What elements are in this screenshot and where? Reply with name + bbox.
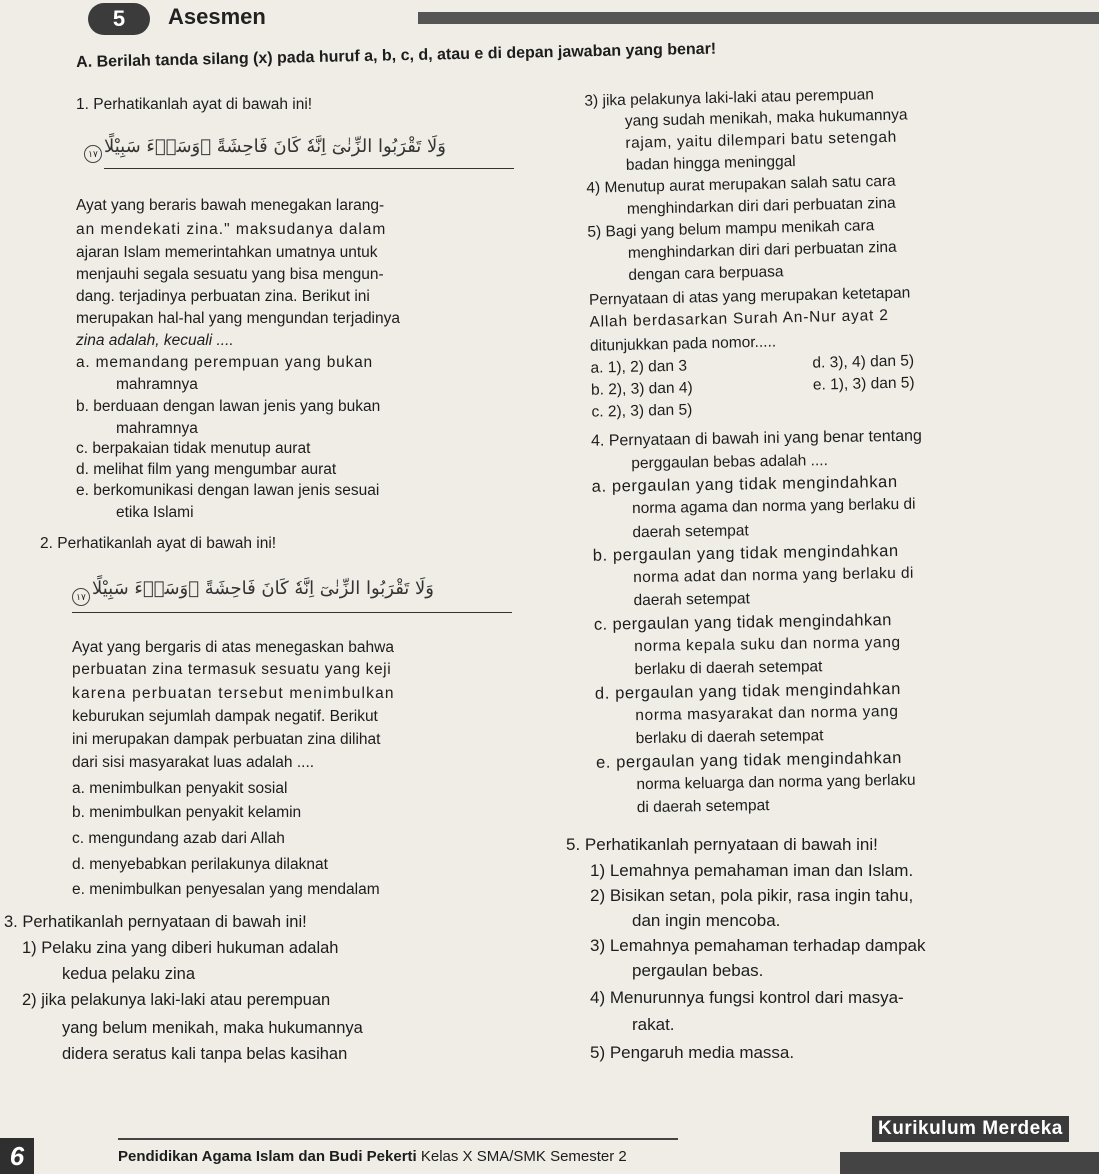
q1-option-e-cont: etika Islami	[116, 504, 194, 521]
q1-stem: 1. Perhatikanlah ayat di bawah ini!	[76, 96, 313, 113]
q4-option-a-cont: daerah setempat	[632, 522, 749, 542]
q4-option-e-cont: norma keluarga dan norma yang berlaku	[636, 771, 916, 794]
q2-option-e[interactable]: e. menimbulkan penyesalan yang mendalam	[72, 881, 380, 898]
q3-option-b[interactable]: b. 2), 3) dan 4)	[590, 379, 693, 399]
q4-option-b-cont: daerah setempat	[633, 590, 750, 610]
q1-option-d[interactable]: d. melihat film yang mengumbar aurat	[76, 461, 337, 478]
q2-line: karena perbuatan tersebut menimbulkan	[72, 685, 395, 702]
q2-line: perbuatan zina termasuk sesuatu yang keji	[72, 661, 392, 678]
q3-item-3-cont: rajam, yaitu dilempari batu setengah	[625, 128, 898, 152]
q3-item-2-cont: didera seratus kali tanpa belas kasihan	[62, 1045, 348, 1063]
verse-number-icon: ١٧	[84, 145, 102, 163]
book-title-rest: Kelas X SMA/SMK Semester 2	[416, 1148, 627, 1165]
q2-line: dari sisi masyarakat luas adalah ....	[72, 754, 315, 771]
q2-arabic-verse: وَلَا تَقْرَبُوا الزِّنٰىٓ اِنَّهٗ كَانَ فَاحِشَةً ۗوَسَاۤءَ سَبِيْلًا	[92, 578, 434, 599]
q2-option-c[interactable]: c. mengundang azab dari Allah	[72, 830, 285, 847]
q3-item-2-cont: yang belum menikah, maka hukumannya	[62, 1019, 363, 1037]
q2-option-a[interactable]: a. menimbulkan penyakit sosial	[72, 780, 288, 797]
q4-option-b-cont: norma adat dan norma yang berlaku di	[633, 564, 914, 587]
q1-option-c[interactable]: c. berpakaian tidak menutup aurat	[76, 440, 311, 457]
q5-item-2-cont: dan ingin mencoba.	[632, 911, 781, 930]
q3-item-4: 4) Menutup aurat merupakan salah satu cara	[586, 172, 896, 197]
q1-line: dang. terjadinya perbuatan zina. Berikut ini	[76, 288, 370, 305]
book-title-bold: Pendidikan Agama Islam dan Budi Pekerti	[118, 1148, 417, 1165]
q4-option-c-cont: berlaku di daerah setempat	[634, 658, 823, 679]
q4-option-c-cont: norma kepala suku dan norma yang	[634, 633, 901, 656]
q3-item-4-cont: menghindarkan diri dari perbuatan zina	[626, 194, 896, 218]
q3-closing: Allah berdasarkan Surah An-Nur ayat 2	[589, 306, 889, 331]
q1-option-e[interactable]: e. berkomunikasi dengan lawan jenis sesuai	[76, 482, 380, 499]
q2-line: keburukan sejumlah dampak negatif. Berikut	[72, 708, 378, 725]
q3-item-1: 1) Pelaku zina yang diberi hukuman adalah	[22, 939, 339, 957]
q4-option-d[interactable]: d. pergaulan yang tidak mengindahkan	[594, 679, 902, 703]
q4-option-c[interactable]: c. pergaulan yang tidak mengindahkan	[593, 611, 892, 634]
q3-closing: Pernyataan di atas yang merupakan ketetapan	[588, 284, 911, 309]
curriculum-brand: Kurikulum Merdeka	[872, 1116, 1069, 1142]
q3-option-e[interactable]: e. 1), 3) dan 5)	[812, 374, 915, 394]
q1-option-b-cont: mahramnya	[116, 420, 198, 437]
q4-option-d-cont: berlaku di daerah setempat	[635, 727, 824, 748]
q4-option-e[interactable]: e. pergaulan yang tidak mengindahkan	[595, 748, 903, 772]
q1-arabic-verse: وَلَا تَقْرَبُوا الزِّنٰىٓ اِنَّهٗ كَانَ فَاحِشَةً ۗوَسَاۤءَ سَبِيْلًا	[104, 136, 446, 157]
q4-option-d-cont: norma masyarakat dan norma yang	[635, 702, 899, 725]
q1-line: menjauhi segala sesuatu yang bisa mengun-	[76, 266, 384, 283]
q2-option-d[interactable]: d. menyebabkan perilakunya dilaknat	[72, 856, 328, 873]
q1-option-a[interactable]: a. memandang perempuan yang bukan	[76, 354, 373, 371]
q1-line: an mendekati zina." maksudanya dalam	[76, 221, 387, 238]
q1-line: zina adalah, kecuali ....	[76, 332, 234, 349]
instructions: A. Berilah tanda silang (x) pada huruf a, b, c, d, atau e di depan jawaban yang benar!	[76, 40, 717, 71]
q5-item-4-cont: rakat.	[632, 1015, 675, 1034]
q2-stem: 2. Perhatikanlah ayat di bawah ini!	[40, 535, 277, 552]
q4-option-a-cont: norma agama dan norma yang berlaku di	[631, 495, 916, 518]
q2-line: ini merupakan dampak perbuatan zina dilihat	[72, 731, 381, 748]
q1-option-b[interactable]: b. berduaan dengan lawan jenis yang bukan	[76, 398, 381, 415]
q4-stem-cont: perggaulan bebas adalah ....	[631, 452, 828, 473]
q3-item-1-cont: kedua pelaku zina	[62, 965, 196, 983]
q5-item-3: 3) Lemahnya pemahaman terhadap dampak	[590, 936, 926, 955]
q3-item-3: 3) jika pelakunya laki-laki atau perempuan	[584, 86, 875, 110]
q3-stem: 3. Perhatikanlah pernyataan di bawah ini!	[4, 913, 307, 931]
q5-item-5: 5) Pengaruh media massa.	[590, 1043, 795, 1062]
q3-closing: ditunjukkan pada nomor.....	[589, 333, 777, 355]
q3-item-3-cont: badan hingga meninggal	[625, 152, 796, 174]
q4-option-b[interactable]: b. pergaulan yang tidak mengindahkan	[592, 541, 899, 565]
q5-item-3-cont: pergaulan bebas.	[632, 961, 764, 980]
q3-item-2: 2) jika pelakunya laki-laki atau perempuan	[22, 991, 331, 1009]
q3-item-5-cont: dengan cara berpuasa	[628, 263, 784, 284]
section-badge: 5	[88, 3, 150, 35]
q4-stem: 4. Pernyataan di bawah ini yang benar tentang	[590, 427, 923, 450]
q4-option-e-cont: di daerah setempat	[636, 797, 770, 817]
q1-option-a-cont: mahramnya	[116, 376, 198, 393]
section-title: Asesmen	[168, 4, 266, 29]
q1-line: merupakan hal-hal yang mengundan terjadinya	[76, 310, 400, 327]
q5-item-4: 4) Menurunnya fungsi kontrol dari masya-	[590, 988, 904, 1007]
q1-line: ajaran Islam memerintahkan umatnya untuk	[76, 244, 378, 261]
footer-rule	[118, 1138, 678, 1140]
page-number: 6	[0, 1138, 34, 1174]
q3-item-5: 5) Bagi yang belum mampu menikah cara	[587, 217, 875, 241]
q5-item-2: 2) Bisikan setan, pola pikir, rasa ingin tahu,	[590, 886, 914, 905]
q3-item-3-cont: yang sudah menikah, maka hukumannya	[624, 106, 908, 130]
verse-number-icon: ١٧	[72, 588, 90, 606]
q2-option-b[interactable]: b. menimbulkan penyakit kelamin	[72, 804, 302, 821]
q5-item-1: 1) Lemahnya pemahaman iman dan Islam.	[590, 861, 914, 880]
q2-line: Ayat yang bergaris di atas menegaskan bahwa	[72, 639, 394, 656]
q3-item-5-cont: menghindarkan diri dari perbuatan zina	[627, 238, 897, 262]
q1-line: Ayat yang beraris bawah menegakan larang-	[76, 197, 385, 214]
q3-option-d[interactable]: d. 3), 4) dan 5)	[812, 352, 915, 372]
q3-option-c[interactable]: c. 2), 3) dan 5)	[591, 401, 693, 421]
q5-stem: 5. Perhatikanlah pernyataan di bawah ini!	[566, 835, 878, 854]
q3-option-a[interactable]: a. 1), 2) dan 3	[590, 357, 688, 377]
footer-tab	[840, 1152, 1099, 1174]
q4-option-a[interactable]: a. pergaulan yang tidak mengindahkan	[591, 472, 898, 496]
footer-book-title	[118, 1148, 627, 1165]
